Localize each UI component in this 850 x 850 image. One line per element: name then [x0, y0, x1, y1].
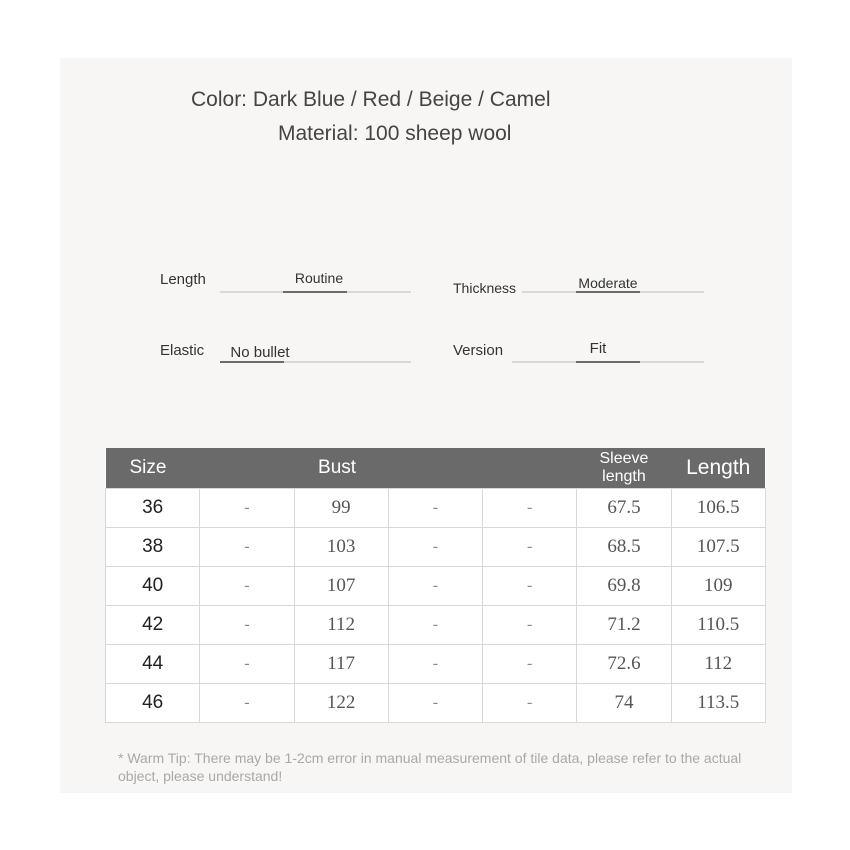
header-size: Size [129, 456, 167, 478]
color-options-text: Color: Dark Blue / Red / Beige / Camel [191, 88, 551, 111]
table-row [106, 683, 766, 722]
cell-empty: - [388, 683, 482, 722]
attr-version-indicator [576, 361, 640, 363]
attr-length-indicator [283, 291, 347, 293]
cell-empty: - [200, 644, 294, 683]
cell-sleeve-length: 68.5 [577, 527, 671, 566]
cell-length: 112 [671, 644, 765, 683]
cell-bust: 103 [294, 527, 388, 566]
cell-empty: - [483, 683, 577, 722]
cell-length: 107.5 [671, 527, 765, 566]
cell-size: 42 [106, 605, 200, 644]
cell-sleeve-length: 67.5 [577, 488, 671, 527]
cell-sleeve-length: 74 [577, 683, 671, 722]
cell-empty: - [483, 527, 577, 566]
cell-empty: - [200, 527, 294, 566]
header-length: Length [686, 455, 751, 479]
attr-thickness-value: Moderate [578, 275, 638, 291]
cell-empty: - [388, 644, 482, 683]
cell-bust: 117 [294, 644, 388, 683]
attr-thickness-indicator [576, 291, 640, 293]
cell-empty: - [200, 683, 294, 722]
cell-size: 44 [106, 644, 200, 683]
cell-length: 109 [671, 566, 765, 605]
cell-empty: - [200, 488, 294, 527]
cell-length: 110.5 [671, 605, 765, 644]
cell-sleeve-length: 71.2 [577, 605, 671, 644]
cell-sleeve-length: 69.8 [577, 566, 671, 605]
attr-length-value: Routine [294, 270, 344, 286]
cell-empty: - [200, 605, 294, 644]
attr-thickness-label: Thickness [453, 280, 517, 296]
attr-version-label: Version [453, 342, 504, 359]
cell-length: 113.5 [671, 683, 765, 722]
table-row [106, 644, 766, 683]
attr-elastic-label: Elastic [160, 342, 205, 359]
attr-length-label: Length [160, 271, 206, 288]
material-text: Material: 100 sheep wool [278, 122, 512, 145]
attr-elastic-value: No bullet [230, 344, 290, 361]
cell-length: 106.5 [671, 488, 765, 527]
cell-bust: 99 [294, 488, 388, 527]
cell-bust: 112 [294, 605, 388, 644]
cell-empty: - [388, 488, 482, 527]
size-table-header [106, 448, 766, 488]
table-row [106, 527, 766, 566]
header-bust: Bust [318, 456, 357, 478]
cell-empty: - [483, 488, 577, 527]
cell-empty: - [483, 566, 577, 605]
cell-empty: - [200, 566, 294, 605]
size-chart-table [105, 448, 766, 723]
cell-empty: - [388, 566, 482, 605]
attr-elastic-indicator [220, 361, 284, 363]
cell-empty: - [483, 605, 577, 644]
warm-tip-text: * Warm Tip: There may be 1-2cm error in manual measurement of tile data, please refer to the actual object, please understand! [118, 750, 742, 784]
cell-bust: 122 [294, 683, 388, 722]
cell-size: 46 [106, 683, 200, 722]
cell-empty: - [388, 605, 482, 644]
cell-size: 36 [106, 488, 200, 527]
table-row [106, 605, 766, 644]
attr-version-value: Fit [589, 340, 607, 357]
cell-sleeve-length: 72.6 [577, 644, 671, 683]
table-row [106, 488, 766, 527]
cell-bust: 107 [294, 566, 388, 605]
cell-size: 40 [106, 566, 200, 605]
cell-size: 38 [106, 527, 200, 566]
table-row [106, 566, 766, 605]
header-sleeve-length: Sleeve length [599, 449, 649, 485]
cell-empty: - [388, 527, 482, 566]
cell-empty: - [483, 644, 577, 683]
